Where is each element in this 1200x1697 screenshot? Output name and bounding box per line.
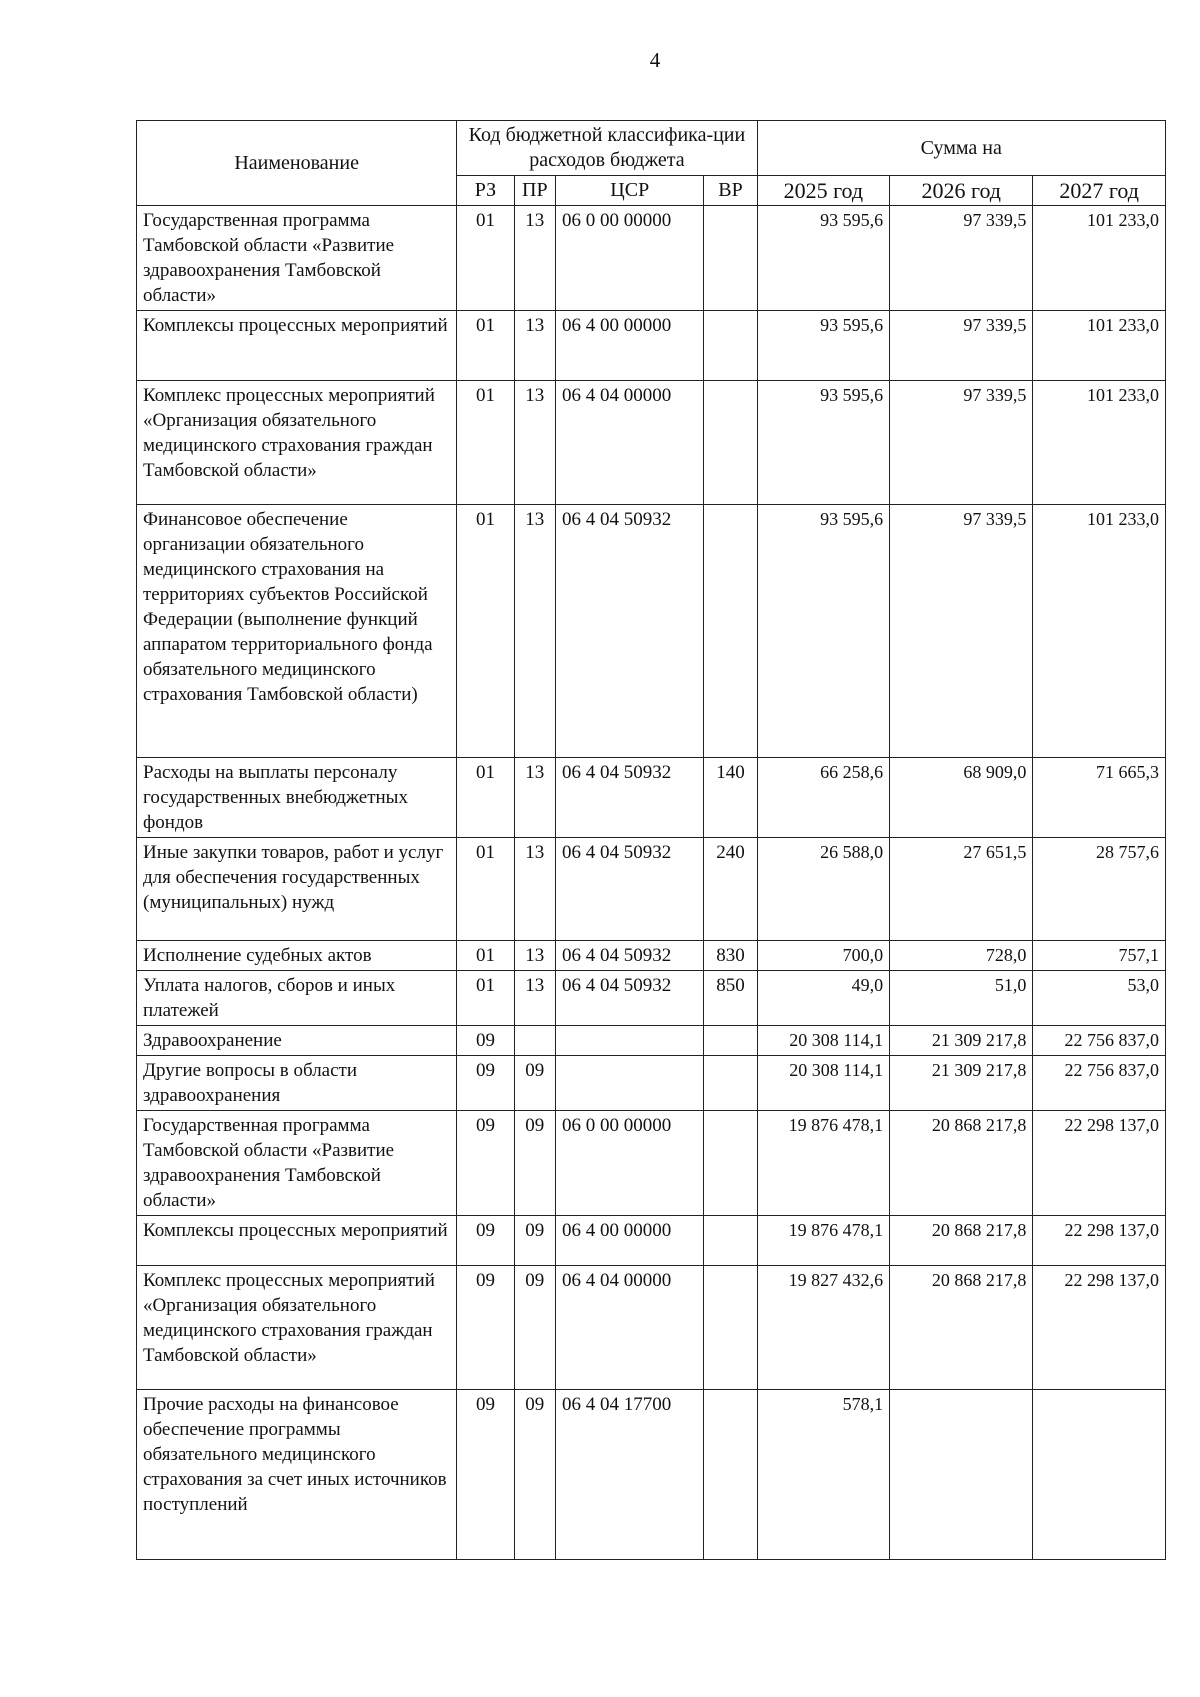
row-2027: 22 298 137,0 [1033, 1216, 1166, 1266]
row-name: Финансовое обеспечение организации обязательного медицинского страхования на территориях субъектов Российской Федерации (выполнение функций аппаратом территориального фонда обязательного медицинского страхования Тамбовской области) [137, 505, 457, 758]
row-pr: 13 [514, 381, 555, 505]
budget-table [136, 120, 1166, 1560]
row-rz: 01 [457, 206, 514, 311]
row-csr: 06 4 04 50932 [555, 505, 704, 758]
row-csr: 06 4 04 50932 [555, 838, 704, 941]
table-row [137, 941, 1166, 971]
row-name: Другие вопросы в области здравоохранения [137, 1056, 457, 1111]
header-code-group: Код бюджетной классифика-ции расходов бюджета [457, 121, 757, 176]
row-2026: 51,0 [890, 971, 1033, 1026]
row-2026: 728,0 [890, 941, 1033, 971]
row-pr: 09 [514, 1266, 555, 1390]
row-vr: 830 [704, 941, 757, 971]
row-name: Прочие расходы на финансовое обеспечение программы обязательного медицинского страхования за счет иных источников поступлений [137, 1390, 457, 1560]
row-vr [704, 1026, 757, 1056]
row-csr: 06 0 00 00000 [555, 206, 704, 311]
row-2025: 19 876 478,1 [757, 1216, 890, 1266]
row-2026: 20 868 217,8 [890, 1266, 1033, 1390]
row-rz: 09 [457, 1216, 514, 1266]
row-csr: 06 4 04 17700 [555, 1390, 704, 1560]
row-name: Комплекс процессных мероприятий «Организация обязательного медицинского страхования граждан Тамбовской области» [137, 1266, 457, 1390]
row-2027: 101 233,0 [1033, 311, 1166, 381]
table-row [137, 1056, 1166, 1111]
table-row [137, 505, 1166, 758]
row-csr: 06 4 04 00000 [555, 381, 704, 505]
row-2027: 22 298 137,0 [1033, 1111, 1166, 1216]
row-2027: 22 756 837,0 [1033, 1026, 1166, 1056]
row-2025: 49,0 [757, 971, 890, 1026]
row-rz: 01 [457, 381, 514, 505]
row-rz: 09 [457, 1266, 514, 1390]
row-2027: 22 756 837,0 [1033, 1056, 1166, 1111]
row-csr: 06 4 04 00000 [555, 1266, 704, 1390]
row-2027: 28 757,6 [1033, 838, 1166, 941]
row-2025: 578,1 [757, 1390, 890, 1560]
row-2025: 700,0 [757, 941, 890, 971]
header-rz: РЗ [457, 176, 514, 206]
row-name: Здравоохранение [137, 1026, 457, 1056]
row-name: Комплекс процессных мероприятий «Организация обязательного медицинского страхования граждан Тамбовской области» [137, 381, 457, 505]
row-pr: 13 [514, 941, 555, 971]
row-vr [704, 206, 757, 311]
row-rz: 01 [457, 941, 514, 971]
row-vr [704, 1390, 757, 1560]
row-2025: 66 258,6 [757, 758, 890, 838]
row-rz: 01 [457, 838, 514, 941]
header-row-top [137, 121, 1166, 176]
row-vr [704, 1056, 757, 1111]
row-name: Комплексы процессных мероприятий [137, 311, 457, 381]
header-vr: ВР [704, 176, 757, 206]
row-name: Государственная программа Тамбовской области «Развитие здравоохранения Тамбовской области» [137, 206, 457, 311]
row-2027: 53,0 [1033, 971, 1166, 1026]
table-body [137, 206, 1166, 1560]
row-vr: 240 [704, 838, 757, 941]
row-csr: 06 4 04 50932 [555, 758, 704, 838]
row-vr [704, 381, 757, 505]
table-row [137, 1026, 1166, 1056]
row-name: Комплексы процессных мероприятий [137, 1216, 457, 1266]
table-row [137, 758, 1166, 838]
row-rz: 09 [457, 1056, 514, 1111]
row-pr: 13 [514, 505, 555, 758]
row-2025: 20 308 114,1 [757, 1026, 890, 1056]
row-pr: 09 [514, 1216, 555, 1266]
row-2025: 93 595,6 [757, 311, 890, 381]
table-row [137, 1266, 1166, 1390]
row-2026: 21 309 217,8 [890, 1026, 1033, 1056]
row-2025: 93 595,6 [757, 206, 890, 311]
row-rz: 01 [457, 311, 514, 381]
row-2026: 97 339,5 [890, 381, 1033, 505]
row-2025: 19 876 478,1 [757, 1111, 890, 1216]
header-pr: ПР [514, 176, 555, 206]
row-name: Исполнение судебных актов [137, 941, 457, 971]
row-2027: 101 233,0 [1033, 505, 1166, 758]
header-name: Наименование [137, 121, 457, 206]
row-2026: 97 339,5 [890, 505, 1033, 758]
row-rz: 01 [457, 971, 514, 1026]
header-csr: ЦСР [555, 176, 704, 206]
row-2027: 101 233,0 [1033, 206, 1166, 311]
row-csr: 06 4 04 50932 [555, 941, 704, 971]
table-row [137, 1216, 1166, 1266]
table-row [137, 971, 1166, 1026]
table-row [137, 838, 1166, 941]
row-2025: 20 308 114,1 [757, 1056, 890, 1111]
row-pr: 13 [514, 971, 555, 1026]
row-2025: 93 595,6 [757, 381, 890, 505]
row-csr [555, 1056, 704, 1111]
row-rz: 09 [457, 1026, 514, 1056]
header-year-2026: 2026 год [890, 176, 1033, 206]
row-pr: 13 [514, 838, 555, 941]
row-name: Расходы на выплаты персоналу государственных внебюджетных фондов [137, 758, 457, 838]
row-2026: 21 309 217,8 [890, 1056, 1033, 1111]
row-rz: 01 [457, 758, 514, 838]
table-row [137, 1390, 1166, 1560]
row-csr: 06 4 00 00000 [555, 311, 704, 381]
row-2026: 20 868 217,8 [890, 1216, 1033, 1266]
row-rz: 01 [457, 505, 514, 758]
row-2026: 97 339,5 [890, 311, 1033, 381]
row-vr [704, 1111, 757, 1216]
row-vr [704, 1266, 757, 1390]
row-2027: 757,1 [1033, 941, 1166, 971]
row-pr: 13 [514, 311, 555, 381]
header-year-2027: 2027 год [1033, 176, 1166, 206]
row-vr: 850 [704, 971, 757, 1026]
table-row [137, 311, 1166, 381]
row-vr [704, 311, 757, 381]
row-pr: 09 [514, 1390, 555, 1560]
row-pr: 13 [514, 206, 555, 311]
row-2027: 101 233,0 [1033, 381, 1166, 505]
table-row [137, 381, 1166, 505]
row-2026 [890, 1390, 1033, 1560]
row-pr [514, 1026, 555, 1056]
row-csr: 06 0 00 00000 [555, 1111, 704, 1216]
row-2027: 71 665,3 [1033, 758, 1166, 838]
row-2025: 19 827 432,6 [757, 1266, 890, 1390]
page-number: 4 [649, 48, 661, 72]
row-2026: 20 868 217,8 [890, 1111, 1033, 1216]
row-2027: 22 298 137,0 [1033, 1266, 1166, 1390]
row-2026: 97 339,5 [890, 206, 1033, 311]
row-csr: 06 4 00 00000 [555, 1216, 704, 1266]
row-2025: 93 595,6 [757, 505, 890, 758]
row-name: Иные закупки товаров, работ и услуг для обеспечения государственных (муниципальных) нужд [137, 838, 457, 941]
row-vr [704, 1216, 757, 1266]
row-name: Государственная программа Тамбовской области «Развитие здравоохранения Тамбовской области» [137, 1111, 457, 1216]
row-name: Уплата налогов, сборов и иных платежей [137, 971, 457, 1026]
row-2026: 27 651,5 [890, 838, 1033, 941]
row-2025: 26 588,0 [757, 838, 890, 941]
row-pr: 09 [514, 1111, 555, 1216]
table-row [137, 1111, 1166, 1216]
header-sum-group: Сумма на [757, 121, 1165, 176]
row-pr: 13 [514, 758, 555, 838]
table-row [137, 206, 1166, 311]
row-csr: 06 4 04 50932 [555, 971, 704, 1026]
row-2026: 68 909,0 [890, 758, 1033, 838]
header-year-2025: 2025 год [757, 176, 890, 206]
row-vr [704, 505, 757, 758]
row-2027 [1033, 1390, 1166, 1560]
row-csr [555, 1026, 704, 1056]
row-pr: 09 [514, 1056, 555, 1111]
row-rz: 09 [457, 1111, 514, 1216]
row-rz: 09 [457, 1390, 514, 1560]
row-vr: 140 [704, 758, 757, 838]
